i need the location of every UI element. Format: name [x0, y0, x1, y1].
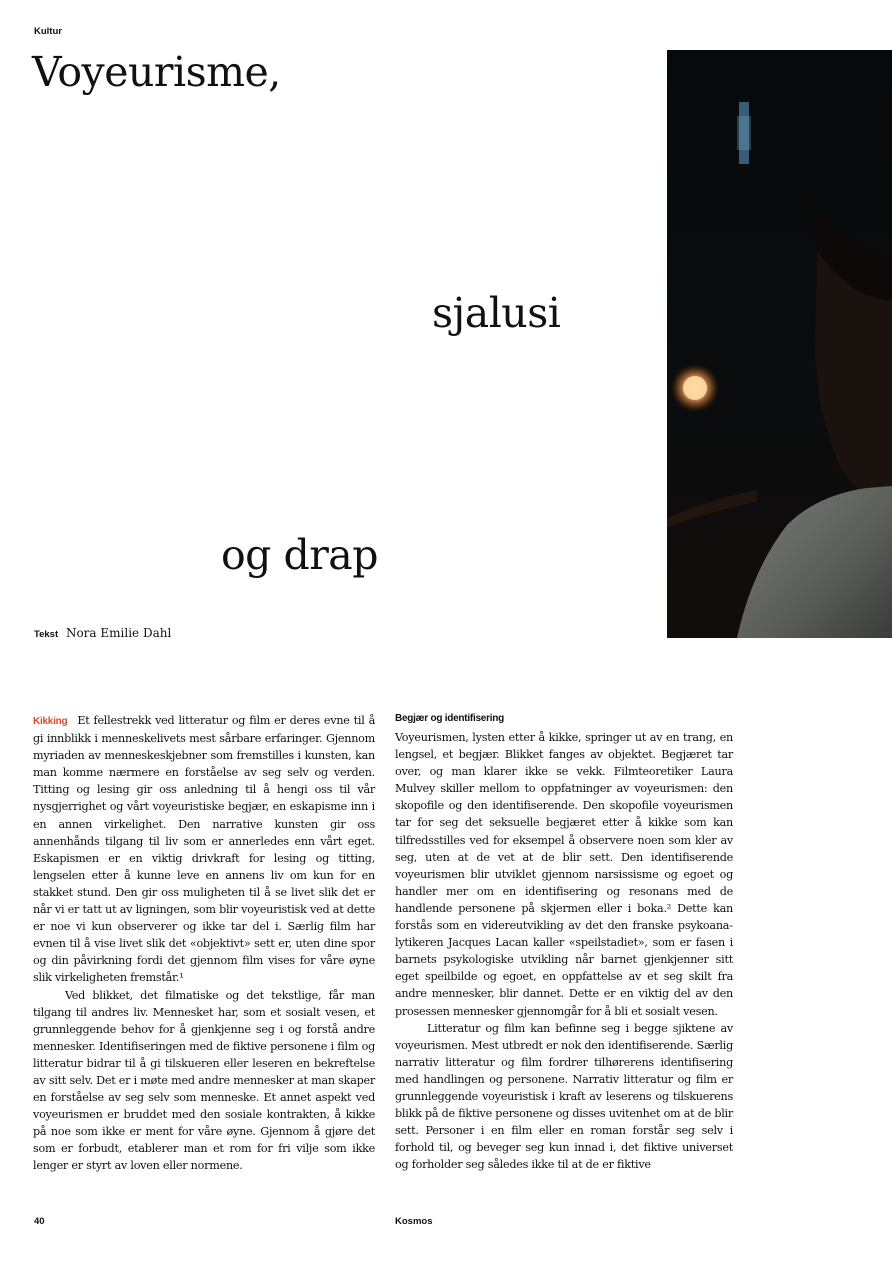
magazine-name: Kosmos [395, 1216, 433, 1227]
paragraph: Voyeurismen, lysten etter å kikke, springer ut av en trang, en lengsel, et begjær. Blikket fanges av objektet. Begjæret tar over, og man klarer ikke se vekk. Filmteoretiker Laura Mulvey skiller mellom to oppfatninger av voyeurismen: den skopofile og den identifiserende. Den skopofile voyeurismen tar for seg det seksuelle begjæret etter å kikke som kan tilfredsstilles ved for eksempel å observere noen som kler av seg, uten at de vet at de blir sett. Den identifiserende voyeurismen blir utviklet gjennom narsissisme og egoet og handler mer om en identifisering og resonans med de handlende personene på skjermen eller i boka.² Dette kan forstås som en videreutvikling av det den franske psykoanalytikeren Jacques Lacan kaller «speilstadiet», som er fasen i barnets psykologiske utvikling når barnet gjenkjenner sitt eget speilbilde og egoet, en oppfattelse av et seg skilt fra andre mennesker, blir dannet. Dette er en viktig del av den prosessen mennesker gjennomgår for å bli et sosialt vesen. [395, 731, 733, 1018]
paragraph-text: Et fellestrekk ved litteratur og film er deres evne til å gi innblikk i menneskelivets mest sårbare erfaringer. Gjennom myriaden av menneskeskjebner som fremstilles i kunsten, kan man komme nærmere en forståelse av seg selv og verden. Titting og lesing gir oss anledning til å hengi oss til vår nysgjerrighet og vårt voyeuristiske begjær, en eskapisme inn i en annen virkelighet. Den narrative kunsten gir oss annenhånds tilgang til liv som er annerledes enn vårt eget. Eskapismen er en viktig drivkraft for lesing og titting, lengselen etter å kunne leve en annens liv om kun for en stakket stund. Den gir oss muligheten til å se livet slik det er når vi er tatt ut av ligningen, som blir voyeuristisk ved at dette er noe vi kun observerer og ikke tar del i. Særlig film har evnen til å vise livet slik det «objektivt» sett er, uten dine spor og din påvirkning fordi det gjennom film vises for våre øyne slik virkeligheten fremstår.¹ [33, 714, 375, 985]
article-photo [667, 50, 892, 638]
page-number: 40 [34, 1216, 45, 1227]
section-label: Kultur [34, 26, 62, 37]
paragraph: Litteratur og film kan befinne seg i begge sjiktene av voyeurismen. Mest utbredt er nok den identifiserende. Særlig narrativ litteratur og film fordrer tilhørerens identifisering med handlingen og personene. Narrativ litteratur og film er grunnleggende voyeuristisk i kraft av leserens og tilskuerens blikk på de fiktive personene og disses uvitenhet om at de blir sett. Personer i en film eller en roman forstår seg selv i forhold til, og beveger seg kun innad i, det fiktive universet og forholder seg således ikke til at de er fiktive [395, 1021, 733, 1172]
article-column-2 [395, 712, 733, 1173]
kicker-label: Kikking [33, 716, 68, 727]
byline-author: Nora Emilie Dahl [65, 626, 172, 640]
byline-label: Tekst [34, 629, 59, 640]
photo-graphic [667, 50, 892, 638]
title-line-3: og drap [221, 531, 378, 579]
paragraph: Ved blikket, det filmatiske og det tekstlige, får man tilgang til andres liv. Mennesket har, som et sosialt vesen, et grunnleggende behov for å gjenkjenne seg i og forstå andre mennesker. Identifiseringen med de fiktive personene i film og litteratur bidrar til å gi tilskueren eller leseren en bekreftelse av sitt selv. Det er i møte med andre mennesker at man skaper en forståelse av seg selv som menneske. Et annet aspekt ved voyeurismen er bruddet med den sosiale kontrakten, å kikke på noe som ikke er ment for våre øyne. Gjennom å gjøre det som er forbudt, etablerer man et rom for fri vilje som ikke lenger er styrt av loven eller normene. [33, 988, 375, 1173]
section-subheading: Begjær og identifisering [395, 713, 505, 724]
article-column-1 [33, 712, 375, 1175]
title-line-1: Voyeurisme, [32, 48, 281, 96]
byline [34, 626, 171, 640]
title-line-2: sjalusi [432, 289, 561, 337]
paragraph [33, 712, 375, 987]
